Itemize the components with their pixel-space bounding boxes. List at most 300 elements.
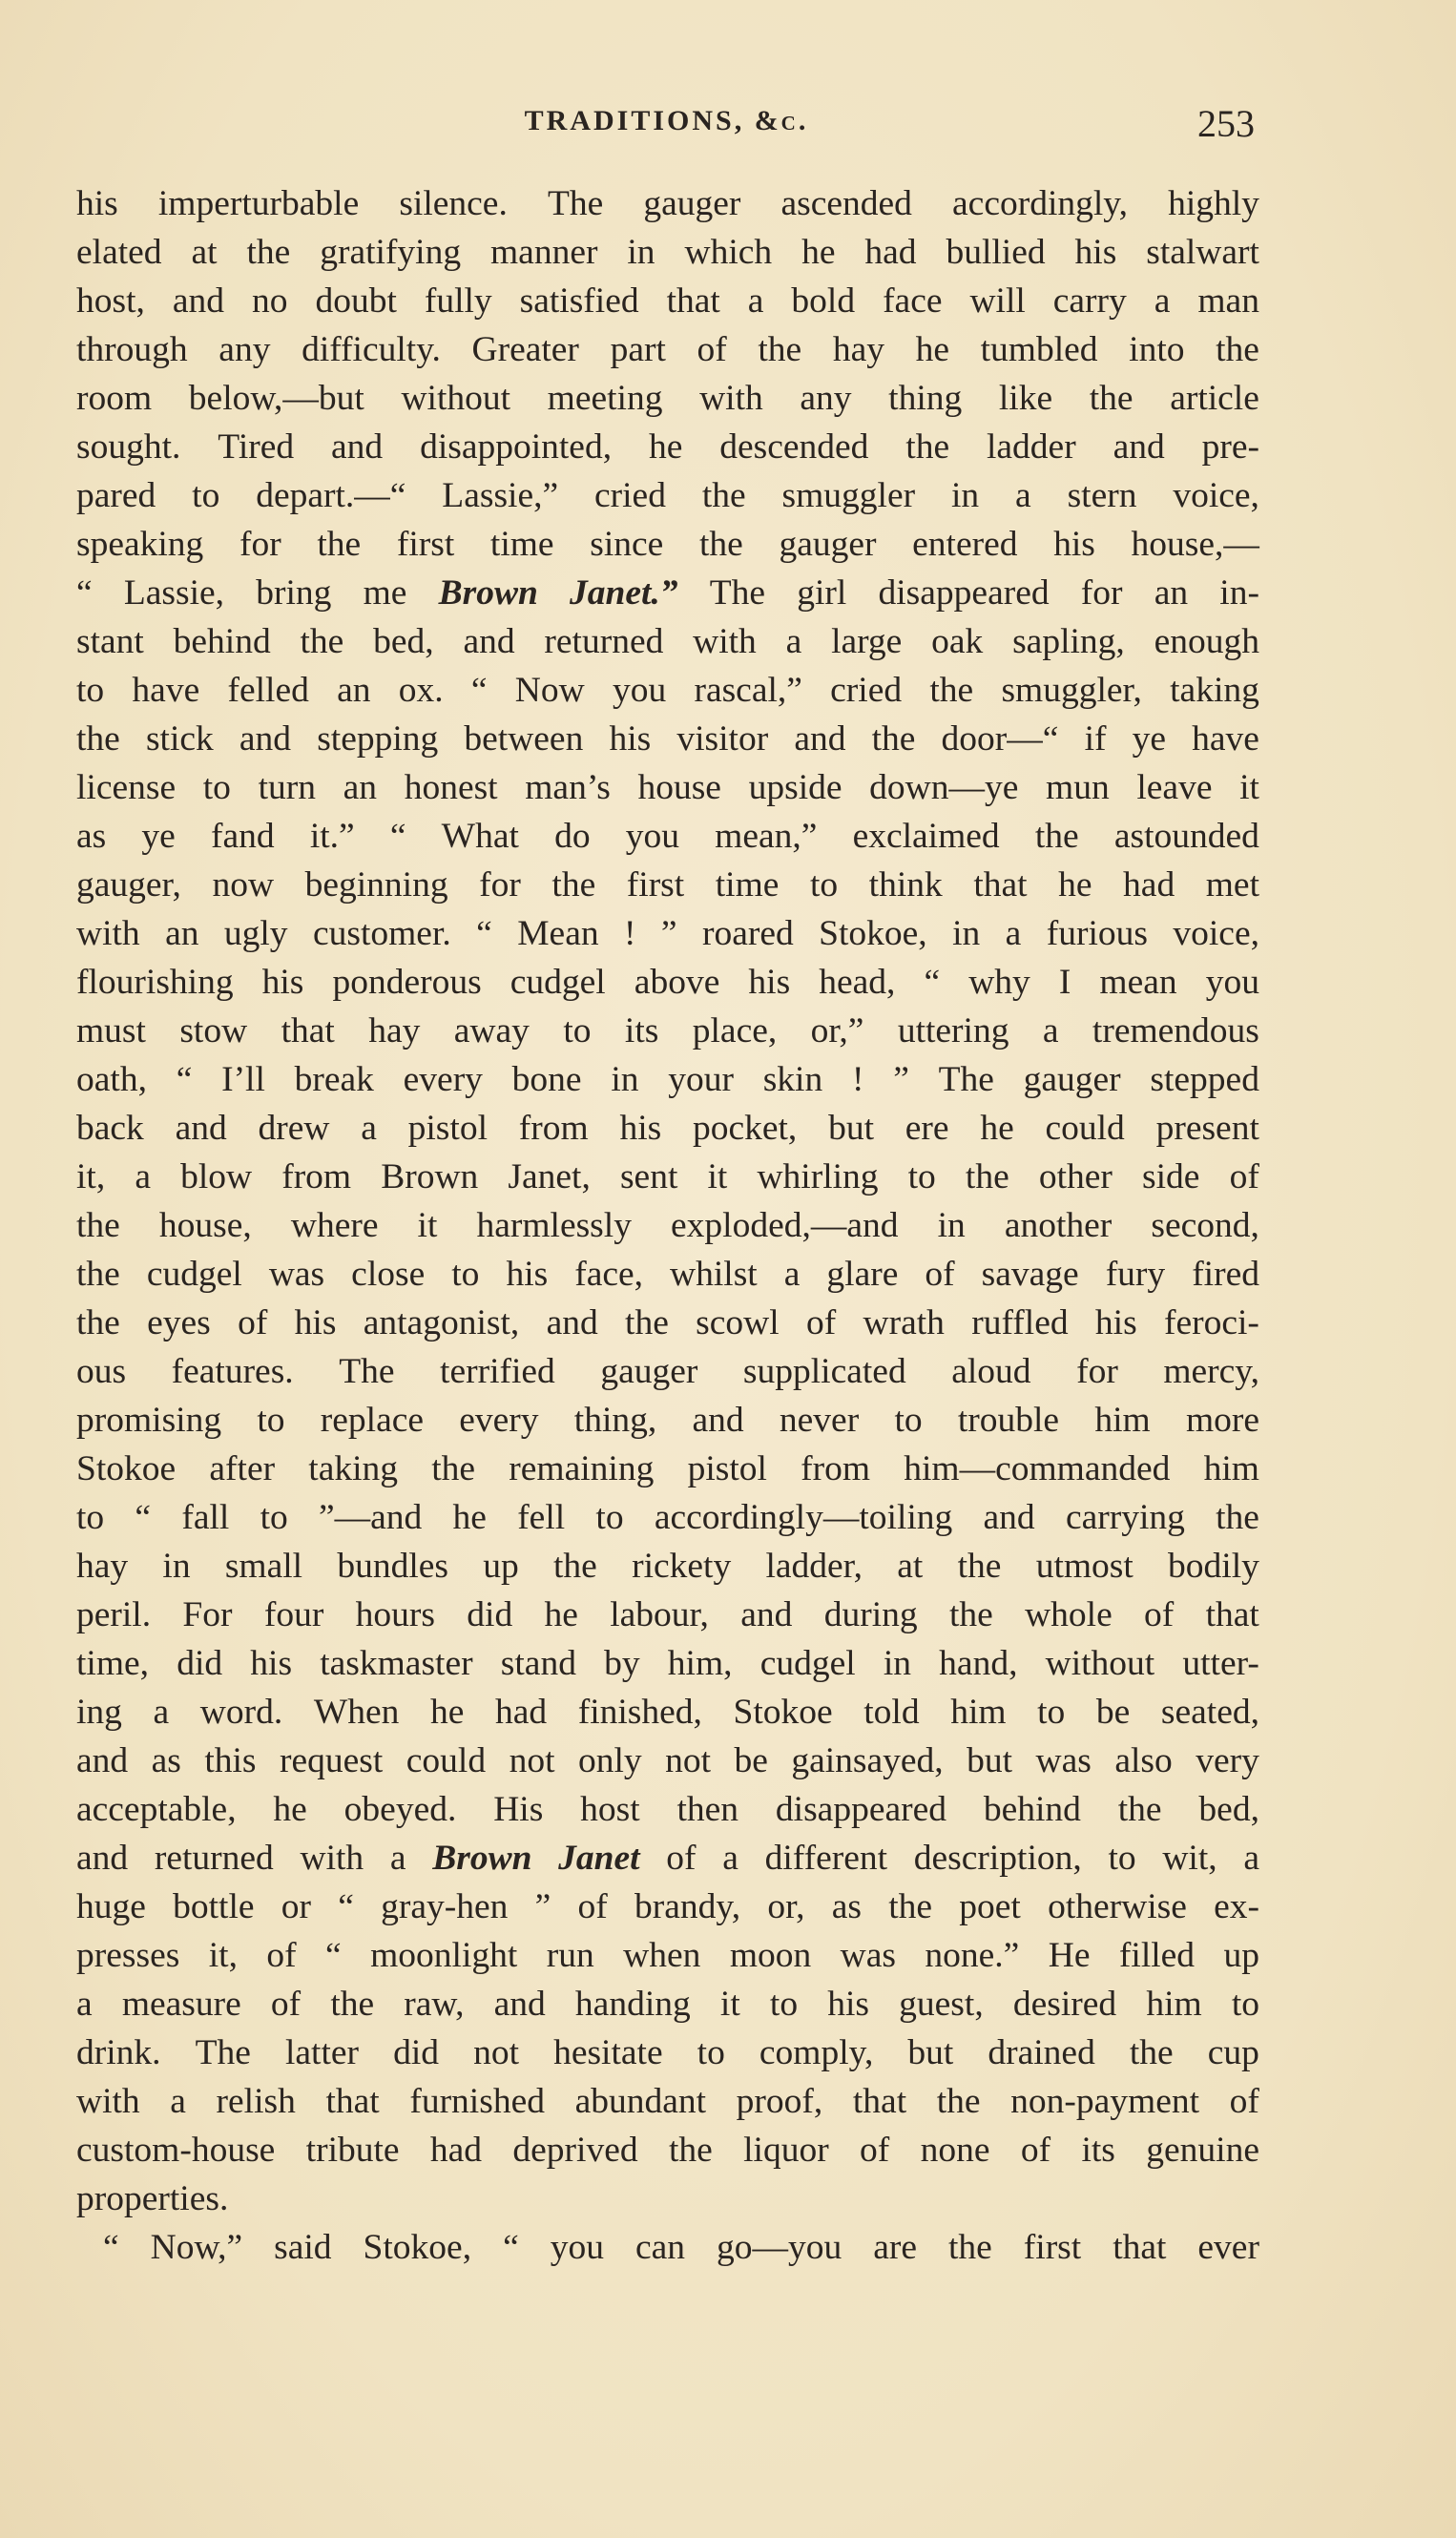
word: ! [851, 1060, 864, 1099]
word: fully [424, 281, 492, 321]
word: the [701, 476, 746, 515]
word: to [1231, 1985, 1259, 2024]
word: the [905, 427, 950, 467]
text-line [76, 1542, 1259, 1591]
text-line [76, 763, 1259, 812]
word: liquor [743, 2131, 829, 2170]
word: handing [574, 1985, 691, 2024]
word: aloud [951, 1352, 1031, 1391]
word: mercy, [1163, 1352, 1259, 1391]
word: and [794, 719, 846, 759]
word: every [459, 1401, 539, 1440]
word: hesitate [553, 2033, 663, 2072]
word: or,” [810, 1011, 864, 1051]
word: go—you [716, 2228, 842, 2267]
word: he [452, 1498, 487, 1537]
word: skin [762, 1060, 823, 1099]
word: seated, [1160, 1693, 1259, 1732]
word: fand [211, 817, 275, 856]
word: met [1205, 865, 1259, 905]
word: stalwart [1146, 233, 1259, 272]
word: ascended [780, 184, 912, 223]
word: he [1058, 865, 1092, 905]
text-line [76, 1883, 1259, 1931]
word: with [300, 1839, 364, 1878]
word: a [153, 1693, 170, 1732]
word: him—commanded [904, 1449, 1171, 1488]
word: had [1123, 865, 1175, 905]
word: beginning [304, 865, 448, 905]
word: had [494, 1693, 548, 1732]
word: place, [692, 1011, 778, 1051]
word: to [809, 865, 839, 905]
word: you [550, 2228, 604, 2267]
word: large [831, 622, 903, 661]
word: thing, [573, 1401, 657, 1440]
word: him [950, 1693, 1007, 1732]
text-line [76, 2174, 1259, 2223]
word: into [1129, 330, 1185, 369]
word: you [625, 817, 679, 856]
word: host, [76, 281, 145, 321]
word: of [1020, 2131, 1051, 2170]
word: stand [500, 1644, 576, 1683]
word: blow [180, 1157, 253, 1196]
text-line [76, 277, 1259, 325]
word: to [257, 1401, 285, 1440]
word: returned [544, 622, 664, 661]
word: of [697, 330, 727, 369]
word: to [1037, 1693, 1066, 1732]
word: the [1129, 2033, 1174, 2072]
word: back [76, 1109, 144, 1148]
word: a [1015, 476, 1031, 515]
word: fired [1192, 1255, 1259, 1294]
word: between [464, 719, 584, 759]
word: not [473, 2033, 519, 2072]
word: of [666, 1839, 697, 1878]
text-line [76, 812, 1259, 861]
word: the [317, 525, 362, 564]
word: said [274, 2228, 332, 2267]
word: utter- [1182, 1644, 1259, 1683]
word: gauger [779, 525, 877, 564]
word: cried [830, 671, 903, 710]
word: “ [476, 914, 492, 953]
word: of [1229, 1157, 1259, 1196]
word: scowl [696, 1303, 780, 1342]
word: bullied [946, 233, 1046, 272]
word: rascal,” [694, 671, 802, 710]
word: moon [729, 1936, 812, 1975]
word: trouble [957, 1401, 1060, 1440]
word: or [281, 1887, 312, 1926]
word: for [1076, 1352, 1118, 1391]
word: “ [176, 1060, 193, 1099]
word: a [785, 622, 802, 661]
word: relish [216, 2082, 296, 2121]
word: only [577, 1741, 642, 1780]
word: hay [832, 330, 884, 369]
word: with [693, 622, 757, 661]
word: meeting [547, 379, 663, 418]
word: do [554, 817, 591, 856]
word: it, [208, 1936, 238, 1975]
word: oak [931, 622, 984, 661]
word: terrified [440, 1352, 555, 1391]
word: of [925, 1255, 955, 1294]
word: pre- [1201, 427, 1259, 467]
word: and [493, 1985, 546, 2024]
word: must [76, 1011, 146, 1051]
word: ” [660, 914, 677, 953]
word: ex- [1214, 1887, 1259, 1926]
word: that [325, 2082, 380, 2121]
word: moonlight [370, 1936, 518, 1975]
text-line [76, 2223, 1259, 2272]
word: and [172, 281, 225, 321]
word: be [734, 1741, 768, 1780]
word: are [873, 2228, 917, 2267]
word: you [1205, 963, 1259, 1002]
word: Lassie, [123, 573, 225, 613]
word: latter [284, 2033, 360, 2072]
word: during [823, 1595, 918, 1634]
word: a [1042, 1011, 1059, 1051]
text-line [76, 1980, 1259, 2028]
text-line [76, 228, 1259, 277]
word: with [699, 379, 763, 418]
word: “ [103, 2228, 119, 2267]
word: and [239, 719, 292, 759]
word: run [546, 1936, 594, 1975]
word: in [627, 233, 655, 272]
word: supplicated [742, 1352, 906, 1391]
word: wit, [1162, 1839, 1217, 1878]
word: measure [121, 1985, 241, 2024]
word: for [239, 525, 281, 564]
word: the [76, 1206, 120, 1245]
word: manner [490, 233, 598, 272]
word: did [467, 1595, 513, 1634]
word: first [626, 865, 685, 905]
word: of [270, 1985, 302, 2024]
word: of [266, 1936, 297, 1975]
word: also [1114, 1741, 1173, 1780]
text-line [76, 1153, 1259, 1201]
word: the [668, 2131, 713, 2170]
word: his [1074, 233, 1117, 272]
word: Now [514, 671, 585, 710]
text-line [76, 374, 1259, 423]
word: have [132, 671, 200, 710]
word: at [191, 233, 218, 272]
word: request [280, 1741, 384, 1780]
word: filled [1118, 1936, 1196, 1975]
word: acceptable, [76, 1790, 237, 1829]
word: bed, [1198, 1790, 1259, 1829]
word: part [610, 330, 666, 369]
word: custom-house [76, 2131, 276, 2170]
word: a [1005, 914, 1022, 953]
word: difficulty. [302, 330, 441, 369]
word: the [871, 719, 916, 759]
word: that [1205, 1595, 1259, 1634]
word: voice, [1173, 914, 1259, 953]
word: in- [1219, 573, 1259, 613]
text-line [76, 325, 1259, 374]
word: from [281, 1157, 352, 1196]
word: it, [76, 1157, 106, 1196]
word: where [290, 1206, 379, 1245]
word: other [1038, 1157, 1113, 1196]
text-line [76, 1834, 1259, 1883]
word: me [363, 573, 407, 613]
word: stepped [1150, 1060, 1259, 1099]
word: as [76, 817, 107, 856]
word: behind [173, 622, 271, 661]
text-line [76, 1591, 1259, 1639]
word: cudgel [510, 963, 606, 1002]
word: satisfied [519, 281, 639, 321]
word: stant [76, 622, 144, 661]
word: close [351, 1255, 426, 1294]
word: the [625, 1303, 669, 1342]
word: upside [748, 768, 842, 807]
text-line [76, 471, 1259, 520]
word: He [1048, 1936, 1091, 1975]
word: was [1035, 1741, 1092, 1780]
word: ”—and [318, 1498, 423, 1537]
word: house, [158, 1206, 252, 1245]
word: abundant [574, 2082, 707, 2121]
word: your [668, 1060, 734, 1099]
word: tremendous [1092, 1011, 1259, 1051]
word: but [967, 1741, 1013, 1780]
word: utmost [1035, 1547, 1134, 1586]
word: him, [667, 1644, 733, 1683]
word: ! [624, 914, 636, 953]
word: below,—but [188, 379, 364, 418]
word: face [883, 281, 943, 321]
word: an [1154, 573, 1189, 613]
word: and [76, 1741, 129, 1780]
word: flourishing [76, 963, 234, 1002]
word: desired [1012, 1985, 1117, 2024]
word: it.” [309, 817, 355, 856]
text-line [76, 1250, 1259, 1299]
word: behind [983, 1790, 1081, 1829]
word: proof, [736, 2082, 823, 2121]
word: ” [534, 1887, 551, 1926]
word: raw, [404, 1985, 465, 2024]
word: a [76, 1985, 93, 2024]
word: break [294, 1060, 374, 1099]
word: peril. [76, 1595, 152, 1634]
word: to [451, 1255, 480, 1294]
word: Janet, [508, 1157, 591, 1196]
word: bring [256, 573, 332, 613]
word: had [864, 233, 917, 272]
word: furious [1046, 914, 1148, 953]
word: another [1004, 1206, 1113, 1245]
word: visitor [676, 719, 769, 759]
word: through [76, 330, 188, 369]
word: and [76, 1839, 129, 1878]
word: a [783, 1255, 801, 1294]
word: if [1084, 719, 1107, 759]
word: his [1053, 525, 1095, 564]
word: he [915, 330, 950, 369]
word: it [1239, 768, 1259, 807]
word: replace [320, 1401, 424, 1440]
word: sent [619, 1157, 678, 1196]
word: Mean [517, 914, 599, 953]
word: face, [574, 1255, 644, 1294]
page-header [78, 101, 1255, 149]
word: from [518, 1109, 589, 1148]
text-line [76, 1396, 1259, 1445]
word: Now,” [150, 2228, 243, 2267]
word: man [1197, 281, 1259, 321]
word: house [637, 768, 721, 807]
word: from [801, 1449, 871, 1488]
word: mean [1099, 963, 1177, 1002]
text-line [76, 520, 1259, 569]
word: features. [171, 1352, 294, 1391]
word: hours [355, 1595, 435, 1634]
word: smuggler [781, 476, 916, 515]
word: the [1089, 379, 1134, 418]
word: customer. [312, 914, 451, 953]
word: The [195, 2033, 251, 2072]
word: fall [181, 1498, 230, 1537]
word: feroci- [1164, 1303, 1259, 1342]
word: to [76, 1498, 105, 1537]
word: time [489, 525, 554, 564]
word: very [1196, 1741, 1259, 1780]
word: voice, [1173, 476, 1259, 515]
text-line [76, 1445, 1259, 1493]
word: him [1146, 1985, 1202, 2024]
word: the [929, 671, 974, 710]
word: Stokoe [733, 1693, 833, 1732]
word: like [998, 379, 1053, 418]
word: the [698, 525, 743, 564]
word: gray-hen [381, 1887, 509, 1926]
word: the [948, 1595, 993, 1634]
word: antagonist, [363, 1303, 520, 1342]
word: second, [1151, 1206, 1259, 1245]
word: not [509, 1741, 555, 1780]
word: deprived [512, 2131, 638, 2170]
word: away [453, 1011, 530, 1051]
word: time [715, 865, 780, 905]
word: not [665, 1741, 712, 1780]
word: as [151, 1741, 181, 1780]
word: pistol [407, 1109, 488, 1148]
word: ox. [398, 671, 444, 710]
word: Stokoe, [363, 2228, 472, 2267]
word: for [479, 865, 521, 905]
word: “ [338, 1887, 354, 1926]
word: remaining [509, 1449, 655, 1488]
word: cried [594, 476, 666, 515]
word: host [580, 1790, 640, 1829]
word: gauger [1023, 1060, 1121, 1099]
word: man’s [525, 768, 611, 807]
word: none [920, 2131, 990, 2170]
word: gainsayed, [791, 1741, 944, 1780]
word: ever [1197, 2228, 1259, 2267]
word: in [952, 914, 981, 953]
word: brandy, [634, 1887, 741, 1926]
word: harmlessly [476, 1206, 632, 1245]
word: the [1216, 1498, 1259, 1537]
word: at [897, 1547, 924, 1586]
word: taking [308, 1449, 399, 1488]
word: present [1155, 1109, 1259, 1148]
word: first [1023, 2228, 1082, 2267]
word: fell [517, 1498, 566, 1537]
word: “ [135, 1498, 152, 1537]
word: down—ye [869, 768, 1019, 807]
word: he [544, 1595, 578, 1634]
word: of [860, 2131, 890, 2170]
word: think [868, 865, 943, 905]
word: honest [404, 768, 498, 807]
word: his [506, 1255, 549, 1294]
word: his [261, 963, 304, 1002]
word: to [563, 1011, 592, 1051]
word: and [546, 1303, 598, 1342]
text-line [76, 2077, 1259, 2126]
word: a [389, 1839, 406, 1878]
word: none.” [925, 1936, 1020, 1975]
word: ere [905, 1109, 949, 1148]
word: in [950, 476, 980, 515]
word: to [769, 1985, 799, 2024]
word: turn [258, 768, 316, 807]
text-line [76, 179, 1259, 228]
word: whirling [757, 1157, 879, 1196]
word: when [623, 1936, 701, 1975]
word: poet [959, 1887, 1021, 1926]
word: pared [76, 476, 156, 515]
word: he [429, 1693, 465, 1732]
word: that [973, 865, 1028, 905]
word: elated [76, 233, 162, 272]
word: mun [1046, 768, 1110, 807]
word: an [337, 671, 371, 710]
word: four [263, 1595, 324, 1634]
word: will [969, 281, 1026, 321]
word: and [463, 622, 515, 661]
word: carrying [1065, 1498, 1185, 1537]
word: drink. [76, 2033, 161, 2072]
text-line [76, 1104, 1259, 1153]
word: to [202, 768, 231, 807]
word: Stokoe [76, 1449, 177, 1488]
word: the [1216, 330, 1259, 369]
word: he [801, 233, 836, 272]
word: promising [76, 1401, 222, 1440]
word: stepping [317, 719, 439, 759]
word: to [1108, 1839, 1136, 1878]
word: stern [1067, 476, 1137, 515]
text-line [76, 1785, 1259, 1834]
word: Lassie,” [442, 476, 559, 515]
